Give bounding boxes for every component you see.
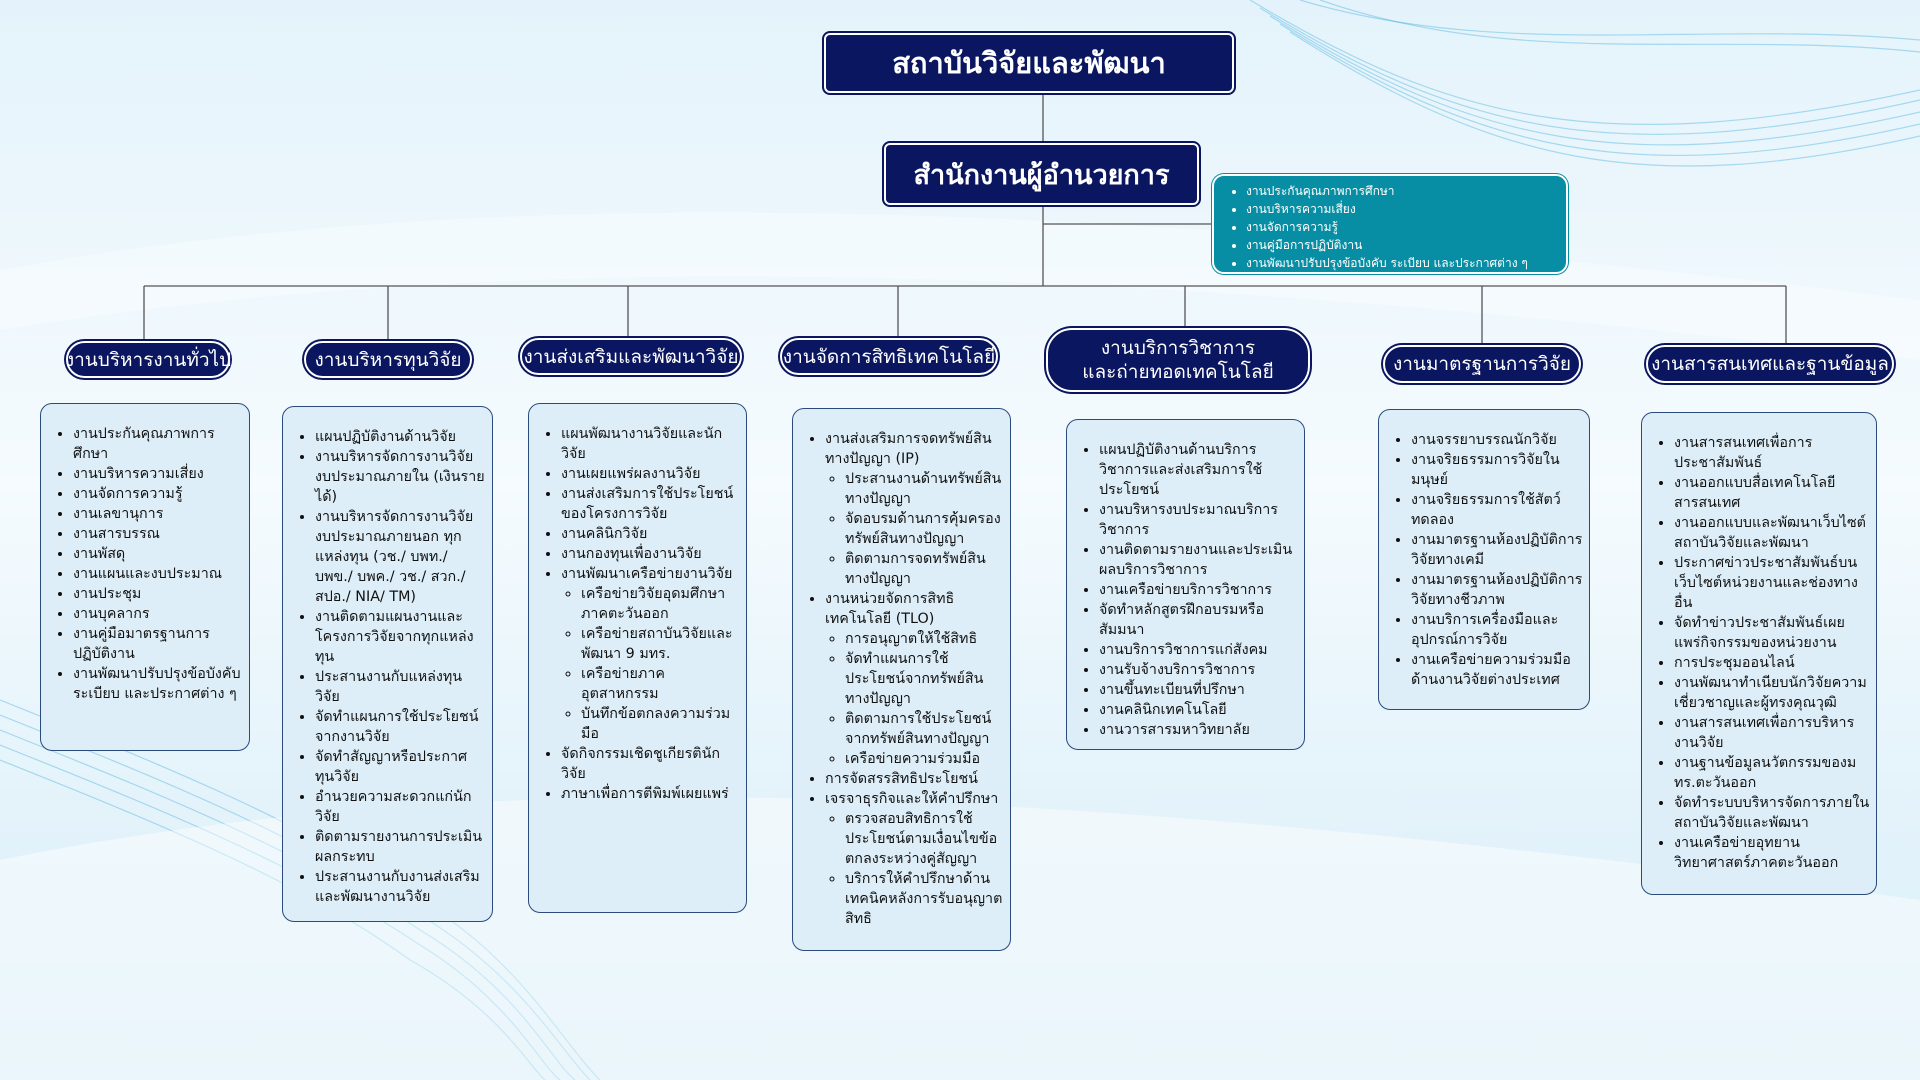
task-item xyxy=(315,787,486,827)
sub-task-list xyxy=(825,809,1004,929)
task-item xyxy=(315,447,486,507)
task-item-label: งานบริการวิชาการแก่สังคม xyxy=(1099,642,1268,658)
task-item xyxy=(561,464,740,484)
task-item xyxy=(561,524,740,544)
task-item xyxy=(1411,530,1583,570)
task-item-label: งานคู่มือมาตรฐานการปฏิบัติงาน xyxy=(73,626,210,662)
task-item xyxy=(73,664,243,704)
task-item xyxy=(73,544,243,564)
task-item xyxy=(561,484,740,524)
task-item xyxy=(825,769,1004,789)
task-item-label: งานสารบรรณ xyxy=(73,526,160,542)
unit-header-information-database: งานสารสนเทศและฐานข้อมูล xyxy=(1646,345,1894,383)
task-item-label: จัดทำสัญญาหรือประกาศทุนวิจัย xyxy=(315,749,468,785)
unit-task-list xyxy=(799,429,1004,929)
unit-task-list xyxy=(1073,440,1298,740)
task-item xyxy=(561,564,740,744)
task-item-label: ภาษาเพื่อการตีพิมพ์เผยแพร่ xyxy=(561,786,729,802)
task-item-label: แผนปฏิบัติงานด้านบริการวิชาการและส่งเสริมการใช้ประโยชน์ xyxy=(1099,442,1263,498)
task-item xyxy=(1411,570,1583,610)
task-item xyxy=(73,624,243,664)
task-item-label: งานติดตามรายงานและประเมินผลบริการวิชาการ xyxy=(1099,542,1293,578)
unit-header-technology-rights: งานจัดการสิทธิเทคโนโลยี xyxy=(780,338,998,375)
unit-card-research-standards xyxy=(1378,409,1590,710)
task-item-label: งานแผนและงบประมาณ xyxy=(73,566,223,582)
unit-header-research-standards: งานมาตรฐานการวิจัย xyxy=(1383,345,1581,383)
task-item-label: งานคลินิกวิจัย xyxy=(561,526,648,542)
task-item-label: งานบริหารจัดการงานวิจัยงบประมาณภายนอก ทุกแหล่งทุน (วช./ บพท./ บพข./ บพค./ วช./ สวก./ สปอ./ NIA/ TM) xyxy=(315,509,474,605)
task-item-label: งานส่งเสริมการใช้ประโยชน์ของโครงการวิจัย xyxy=(561,486,734,522)
unit-task-list xyxy=(289,427,486,907)
task-item xyxy=(1099,660,1298,680)
unit-header-research-funding: งานบริหารทุนวิจัย xyxy=(304,341,472,378)
task-item-label: ติดตามรายงานการประเมินผลกระทบ xyxy=(315,829,483,865)
sub-task-list xyxy=(561,584,740,744)
task-item-label: งานบุคลากร xyxy=(73,606,150,622)
task-item xyxy=(561,744,740,784)
sub-task-list xyxy=(825,629,1004,769)
task-item-label: การจัดสรรสิทธิประโยชน์ xyxy=(825,771,978,787)
unit-card-research-promotion xyxy=(528,403,747,913)
task-item xyxy=(825,429,1004,589)
task-item-label: งานสารสนเทศเพื่อการประชาสัมพันธ์ xyxy=(1674,435,1813,471)
task-item-label: งานเครือข่ายความร่วมมือด้านงานวิจัยต่างประเทศ xyxy=(1411,652,1571,688)
unit-header-academic-services: งานบริการวิชาการ และถ่ายทอดเทคโนโลยี xyxy=(1046,328,1310,392)
task-item-label: งานพัสดุ xyxy=(73,546,126,562)
task-item-label: งานบริหารงบประมาณบริการวิชาการ xyxy=(1099,502,1278,538)
task-item xyxy=(73,524,243,544)
task-item xyxy=(561,784,740,804)
task-item xyxy=(1674,653,1870,673)
task-item xyxy=(315,747,486,787)
task-item xyxy=(1674,433,1870,473)
task-item xyxy=(73,564,243,584)
task-item xyxy=(315,707,486,747)
task-item-label: งานเครือข่ายอุทยานวิทยาศาสตร์ภาคตะวันออก xyxy=(1674,835,1839,871)
sub-task-item: ◦ การอนุญาตให้ใช้สิทธิ xyxy=(845,629,1004,649)
task-item xyxy=(561,424,740,464)
task-item xyxy=(1674,753,1870,793)
unit-header-research-promotion: งานส่งเสริมและพัฒนาวิจัย xyxy=(520,338,742,375)
task-item xyxy=(1411,610,1583,650)
task-item-label: งานสารสนเทศเพื่อการบริหารงานวิจัย xyxy=(1674,715,1855,751)
task-item-label: งานฐานข้อมูลนวัตกรรมของมทร.ตะวันออก xyxy=(1674,755,1857,791)
task-item xyxy=(315,827,486,867)
institute-title: สถาบันวิจัยและพัฒนา xyxy=(892,46,1166,80)
sub-task-item: ◦ ติดตามการใช้ประโยชน์จากทรัพย์สินทางปัญญา xyxy=(845,709,1004,749)
task-item-label: งานรับจ้างบริการวิชาการ xyxy=(1099,662,1256,678)
task-item-label: งานออกแบบสื่อเทคโนโลยีสารสนเทศ xyxy=(1674,475,1836,511)
task-item-label: งานออกแบบและพัฒนาเว็บไซต์สถาบันวิจัยและพัฒนา xyxy=(1674,515,1866,551)
task-item xyxy=(1411,490,1583,530)
sub-task-item: ◦ ประสานงานด้านทรัพย์สินทางปัญญา xyxy=(845,469,1004,509)
task-item-label: งานมาตรฐานห้องปฏิบัติการวิจัยทางเคมี xyxy=(1411,532,1583,568)
task-item xyxy=(315,507,486,607)
task-item-label: จัดทำระบบบริหารจัดการภายในสถาบันวิจัยและพัฒนา xyxy=(1674,795,1870,831)
sub-task-item: ◦ ตรวจสอบสิทธิการใช้ประโยชน์ตามเงื่อนไขข้อตกลงระหว่างคู่สัญญา xyxy=(845,809,1004,869)
task-item xyxy=(1099,500,1298,540)
task-item-label: งานบริหารจัดการงานวิจัยงบประมาณภายใน (เงินรายได้) xyxy=(315,449,485,505)
sub-task-item: ◦ บริการให้คำปรึกษาด้านเทคนิคหลังการรับอนุญาตสิทธิ xyxy=(845,869,1004,929)
sub-task-item: ◦ ติดตามการจดทรัพย์สินทางปัญญา xyxy=(845,549,1004,589)
task-item-label: จัดทำข่าวประชาสัมพันธ์เผยแพร่กิจกรรมของหน่วยงาน xyxy=(1674,615,1845,651)
task-item xyxy=(315,607,486,667)
task-item-label: งานหน่วยจัดการสิทธิเทคโนโลยี (TLO) xyxy=(825,591,955,627)
director-task: • งานบริหารความเสี่ยง xyxy=(1246,200,1558,218)
task-item-label: งานพัฒนาเครือข่ายงานวิจัย xyxy=(561,566,733,582)
task-item xyxy=(1099,720,1298,740)
task-item-label: งานขึ้นทะเบียนที่ปรึกษา xyxy=(1099,682,1245,698)
task-item xyxy=(73,604,243,624)
task-item-label: งานจริยธรรมการวิจัยในมนุษย์ xyxy=(1411,452,1560,488)
director-task: • งานจัดการความรู้ xyxy=(1246,218,1558,236)
task-item xyxy=(73,464,243,484)
task-item xyxy=(1674,513,1870,553)
unit-card-technology-rights xyxy=(792,408,1011,951)
task-item xyxy=(1099,640,1298,660)
task-item-label: งานเครือข่ายบริการวิชาการ xyxy=(1099,582,1272,598)
task-item-label: ประสานงานกับงานส่งเสริมและพัฒนางานวิจัย xyxy=(315,869,480,905)
task-item-label: งานพัฒนาทำเนียบนักวิจัยความเชี่ยวชาญและผู้ทรงคุณวุฒิ xyxy=(1674,675,1867,711)
task-item xyxy=(73,484,243,504)
task-item-label: งานเลขานุการ xyxy=(73,506,164,522)
task-item xyxy=(561,544,740,564)
unit-card-information-database xyxy=(1641,412,1877,895)
task-item-label: งานวารสารมหาวิทยาลัย xyxy=(1099,722,1250,738)
task-item-label: งานประชุม xyxy=(73,586,142,602)
task-item-label: จัดทำแผนการใช้ประโยชน์จากงานวิจัย xyxy=(315,709,479,745)
task-item-label: งานจริยธรรมการใช้สัตว์ทดลอง xyxy=(1411,492,1561,528)
task-item xyxy=(1674,713,1870,753)
task-item-label: ประกาศข่าวประชาสัมพันธ์บนเว็บไซต์หน่วยงานและช่องทางอื่น xyxy=(1674,555,1858,611)
task-item-label: จัดทำหลักสูตรฝึกอบรมหรือสัมมนา xyxy=(1099,602,1265,638)
director-task: • งานพัฒนาปรับปรุงข้อบังคับ ระเบียบ และประกาศต่าง ๆ xyxy=(1246,254,1558,272)
director-tasks-box xyxy=(1212,174,1568,274)
task-item-label: งานเผยแพร่ผลงานวิจัย xyxy=(561,466,701,482)
sub-task-item: ◦ เครือข่ายความร่วมมือ xyxy=(845,749,1004,769)
task-item-label: งานบริการเครื่องมือและอุปกรณ์การวิจัย xyxy=(1411,612,1559,648)
task-item xyxy=(1674,553,1870,613)
task-item xyxy=(1099,540,1298,580)
task-item-label: งานคลินิกเทคโนโลยี xyxy=(1099,702,1227,718)
task-item xyxy=(1099,680,1298,700)
task-item xyxy=(1099,600,1298,640)
sub-task-item: ◦ เครือข่ายสถาบันวิจัยและพัฒนา 9 มทร. xyxy=(581,624,740,664)
task-item xyxy=(1411,430,1583,450)
task-item-label: ประสานงานกับแหล่งทุนวิจัย xyxy=(315,669,463,705)
task-item-label: งานจัดการความรู้ xyxy=(73,486,183,502)
task-item xyxy=(1674,833,1870,873)
unit-task-list xyxy=(47,424,243,704)
task-item xyxy=(1674,673,1870,713)
unit-header-general-admin: งานบริหารงานทั่วไป xyxy=(66,341,230,378)
task-item xyxy=(1674,473,1870,513)
task-item xyxy=(315,667,486,707)
unit-task-list xyxy=(535,424,740,804)
unit-card-research-funding xyxy=(282,406,493,922)
task-item-label: งานจรรยาบรรณนักวิจัย xyxy=(1411,432,1557,448)
task-item xyxy=(1099,700,1298,720)
director-office-box xyxy=(884,143,1199,205)
task-item-label: งานส่งเสริมการจดทรัพย์สินทางปัญญา (IP) xyxy=(825,431,992,467)
unit-task-list xyxy=(1385,430,1583,690)
task-item xyxy=(315,427,486,447)
unit-card-general-admin xyxy=(40,403,250,751)
task-item-label: งานติดตามแผนงานและโครงการวิจัยจากทุกแหล่งทุน xyxy=(315,609,474,665)
unit-task-list xyxy=(1648,433,1870,873)
task-item xyxy=(73,504,243,524)
task-item xyxy=(1099,580,1298,600)
task-item-label: เจรจาธุรกิจและให้คำปรึกษา xyxy=(825,791,999,807)
institute-title-box xyxy=(824,33,1234,93)
task-item xyxy=(1674,793,1870,833)
task-item xyxy=(73,584,243,604)
unit-card-academic-services xyxy=(1066,419,1305,750)
sub-task-list xyxy=(825,469,1004,589)
task-item xyxy=(1674,613,1870,653)
task-item xyxy=(1411,650,1583,690)
task-item xyxy=(315,867,486,907)
sub-task-item: ◦ เครือข่ายภาคอุตสาหกรรม xyxy=(581,664,740,704)
task-item-label: แผนปฏิบัติงานด้านวิจัย xyxy=(315,429,457,445)
task-item xyxy=(825,589,1004,769)
director-task: • งานคู่มือการปฏิบัติงาน xyxy=(1246,236,1558,254)
task-item-label: จัดกิจกรรมเชิดชูเกียรตินักวิจัย xyxy=(561,746,721,782)
task-item-label: งานกองทุนเพื่องานวิจัย xyxy=(561,546,702,562)
task-item xyxy=(1411,450,1583,490)
task-item xyxy=(825,789,1004,929)
sub-task-item: ◦ บันทึกข้อตกลงความร่วมมือ xyxy=(581,704,740,744)
task-item xyxy=(1099,440,1298,500)
task-item-label: การประชุมออนไลน์ xyxy=(1674,655,1795,671)
sub-task-item: ◦ จัดอบรมด้านการคุ้มครองทรัพย์สินทางปัญญา xyxy=(845,509,1004,549)
task-item-label: งานมาตรฐานห้องปฏิบัติการวิจัยทางชีวภาพ xyxy=(1411,572,1583,608)
task-item xyxy=(73,424,243,464)
task-item-label: แผนพัฒนางานวิจัยและนักวิจัย xyxy=(561,426,723,462)
task-item-label: งานพัฒนาปรับปรุงข้อบังคับ ระเบียบ และประกาศต่าง ๆ xyxy=(73,666,241,702)
director-office-title: สำนักงานผู้อำนวยการ xyxy=(913,159,1170,191)
sub-task-item: ◦ เครือข่ายวิจัยอุดมศึกษาภาคตะวันออก xyxy=(581,584,740,624)
task-item-label: งานบริหารความเสี่ยง xyxy=(73,466,204,482)
task-item-label: อำนวยความสะดวกแก่นักวิจัย xyxy=(315,789,472,825)
sub-task-item: ◦ จัดทำแผนการใช้ประโยชน์จากทรัพย์สินทางปัญญา xyxy=(845,649,1004,709)
director-task: • งานประกันคุณภาพการศึกษา xyxy=(1246,182,1558,200)
task-item-label: งานประกันคุณภาพการศึกษา xyxy=(73,426,215,462)
